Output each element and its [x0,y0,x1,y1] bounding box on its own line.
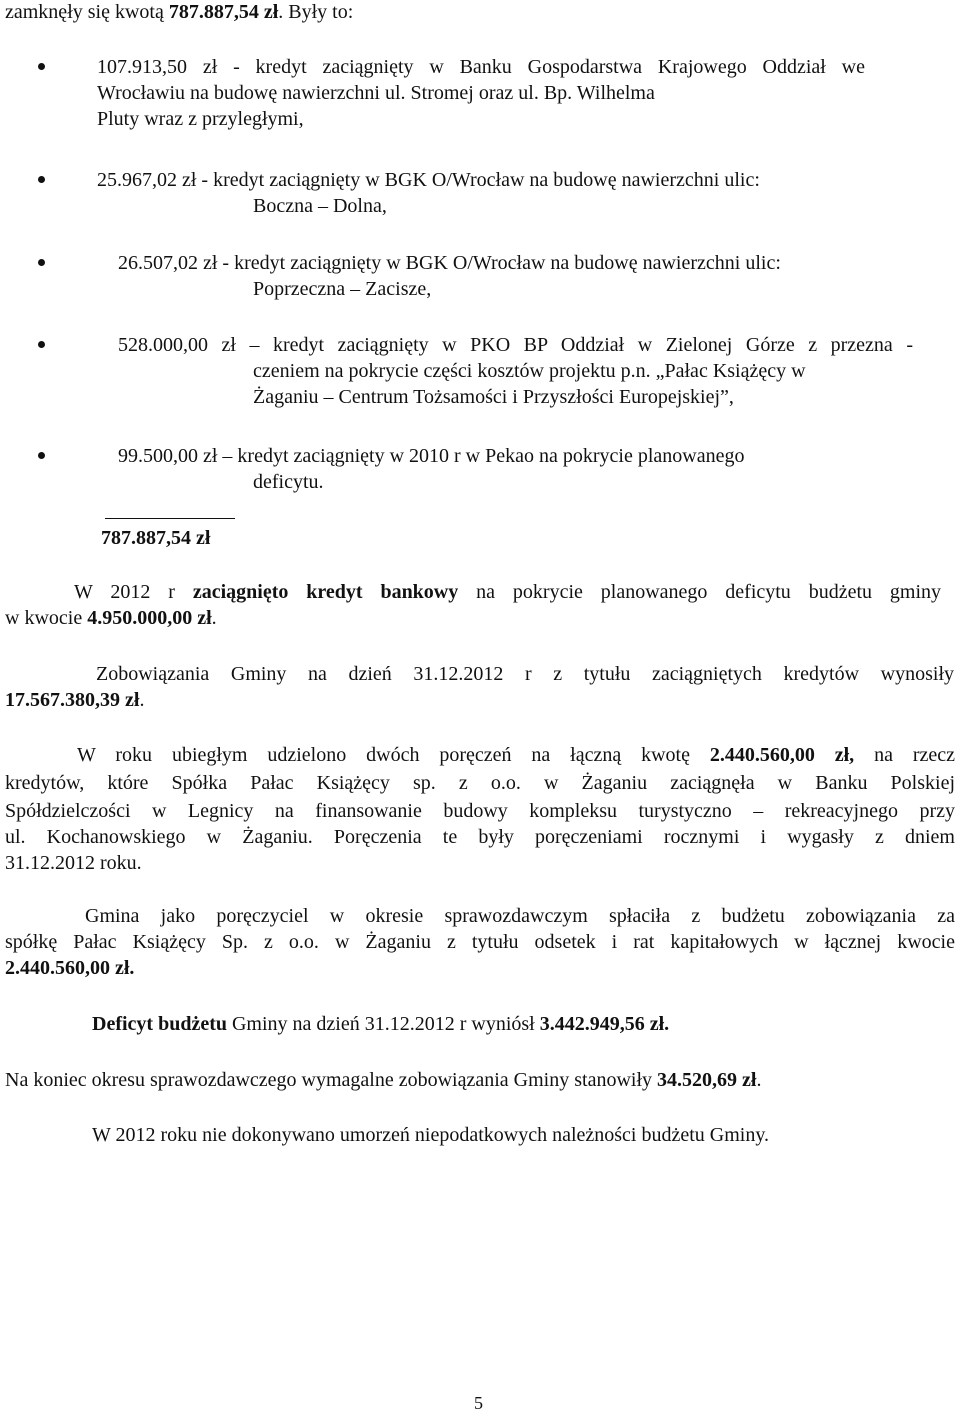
guarantee-line-1 [77,743,955,767]
loan-3-line-1: 26.507,02 zł - kredyt zaciągnięty w BGK O/Wrocław na budowę nawierzchni ulic: [118,252,781,274]
obligations-line-2 [5,688,144,712]
credit-period: . [211,607,217,629]
loan-3-line-2: Poprzeczna – Zacisze, [253,278,432,300]
guarantee-amount: 2.440.560,00 zł, [709,744,855,766]
deficit-text: Gminy na dzień 31.12.2012 r wyniósł [226,1013,540,1035]
due-period: . [756,1069,762,1091]
loan-1-line-2: Wrocławiu na budowę nawierzchni ul. Stromej oraz ul. Bp. Wilhelma [97,82,655,104]
guarantee-line-4: ul. Kochanowskiego w Żaganiu. Poręczenia te były poręczeniami rocznymi i wygasły z dniem [5,826,955,848]
page-number: 5 [474,1393,483,1413]
due-text: Na koniec okresu sprawozdawczego wymagalne zobowiązania Gminy stanowiły [5,1069,658,1091]
bullet-icon [38,452,45,459]
credit-amount-label: w kwocie [5,607,88,629]
guarantee-text-end: na rzecz [854,744,956,766]
bullet-icon [38,259,45,266]
obligations-line-1: Zobowiązania Gminy na dzień 31.12.2012 r z tytułu zaciągniętych kredytów wynosiły [96,663,954,685]
guarantee-line-2: kredytów, które Spółka Pałac Książęcy sp. z o.o. w Żaganiu zaciągnęła w Banku Polskiej [5,772,955,794]
obligations-amount: 17.567.380,39 zł [5,689,140,711]
deficit-amount: 3.442.949,56 zł. [539,1013,670,1035]
sum-divider [105,518,235,519]
obligations-period: . [139,689,145,711]
intro-total: 787.887,54 zł [168,1,279,23]
credit-text: W 2012 r [74,581,193,603]
deficit-label: Deficyt budżetu [92,1013,227,1035]
credit-amount: 4.950.000,00 zł [87,607,212,629]
guarantor-line-1: Gmina jako poręczyciel w okresie sprawozdawczym spłaciła z budżetu zobowiązania za [85,905,955,927]
credit-line-2 [5,606,217,630]
due-line [5,1068,761,1092]
loan-5-line-2: deficytu. [253,471,324,493]
loan-2-line-1: 25.967,02 zł - kredyt zaciągnięty w BGK O/Wrocław na budowę nawierzchni ulic: [97,169,760,191]
guarantor-line-2: spółkę Pałac Książęcy Sp. z o.o. w Żaganiu z tytułu odsetek i rat kapitałowych w łącznej kwocie [5,931,955,953]
credit-emphasis: zaciągnięto kredyt bankowy [192,581,459,603]
loan-4-line-2: czeniem na pokrycie części kosztów projektu p.n. „Pałac Książęcy w [253,360,806,382]
intro-text: zamknęły się kwotą [5,1,169,23]
loan-4-line-3: Żaganiu – Centrum Tożsamości i Przyszłości Europejskiej”, [253,386,734,408]
guarantee-text: W roku ubiegłym udzielono dwóch poręczeń na łączną kwotę [77,744,710,766]
bullet-icon [38,341,45,348]
deficit-line [92,1012,669,1036]
loan-4-line-1: 528.000,00 zł – kredyt zaciągnięty w PKO BP Oddział w Zielonej Górze z przezna - [118,334,913,356]
guarantor-amount: 2.440.560,00 zł. [5,957,135,979]
bullet-icon [38,176,45,183]
sum-total: 787.887,54 zł [101,527,211,549]
credit-line-1 [74,580,941,604]
intro-text-end: . Były to: [278,1,354,23]
writeoff-line: W 2012 roku nie dokonywano umorzeń niepodatkowych należności budżetu Gminy. [92,1124,770,1146]
guarantee-line-5: 31.12.2012 roku. [5,852,142,874]
loan-2-line-2: Boczna – Dolna, [253,195,387,217]
loan-5-line-1: 99.500,00 zł – kredyt zaciągnięty w 2010 r w Pekao na pokrycie planowanego [118,445,745,467]
intro-line [5,0,353,24]
loan-1-line-1: 107.913,50 zł - kredyt zaciągnięty w Banku Gospodarstwa Krajowego Oddział we [97,56,865,78]
bullet-icon [38,63,45,70]
credit-text-end: na pokrycie planowanego deficytu budżetu gminy [458,581,942,603]
due-amount: 34.520,69 zł [657,1069,757,1091]
loan-1-line-3: Pluty wraz z przyległymi, [97,108,304,130]
guarantee-line-3: Spółdzielczości w Legnicy na finansowanie budowy kompleksu turystyczno – rekreacyjnego przy [5,800,955,822]
